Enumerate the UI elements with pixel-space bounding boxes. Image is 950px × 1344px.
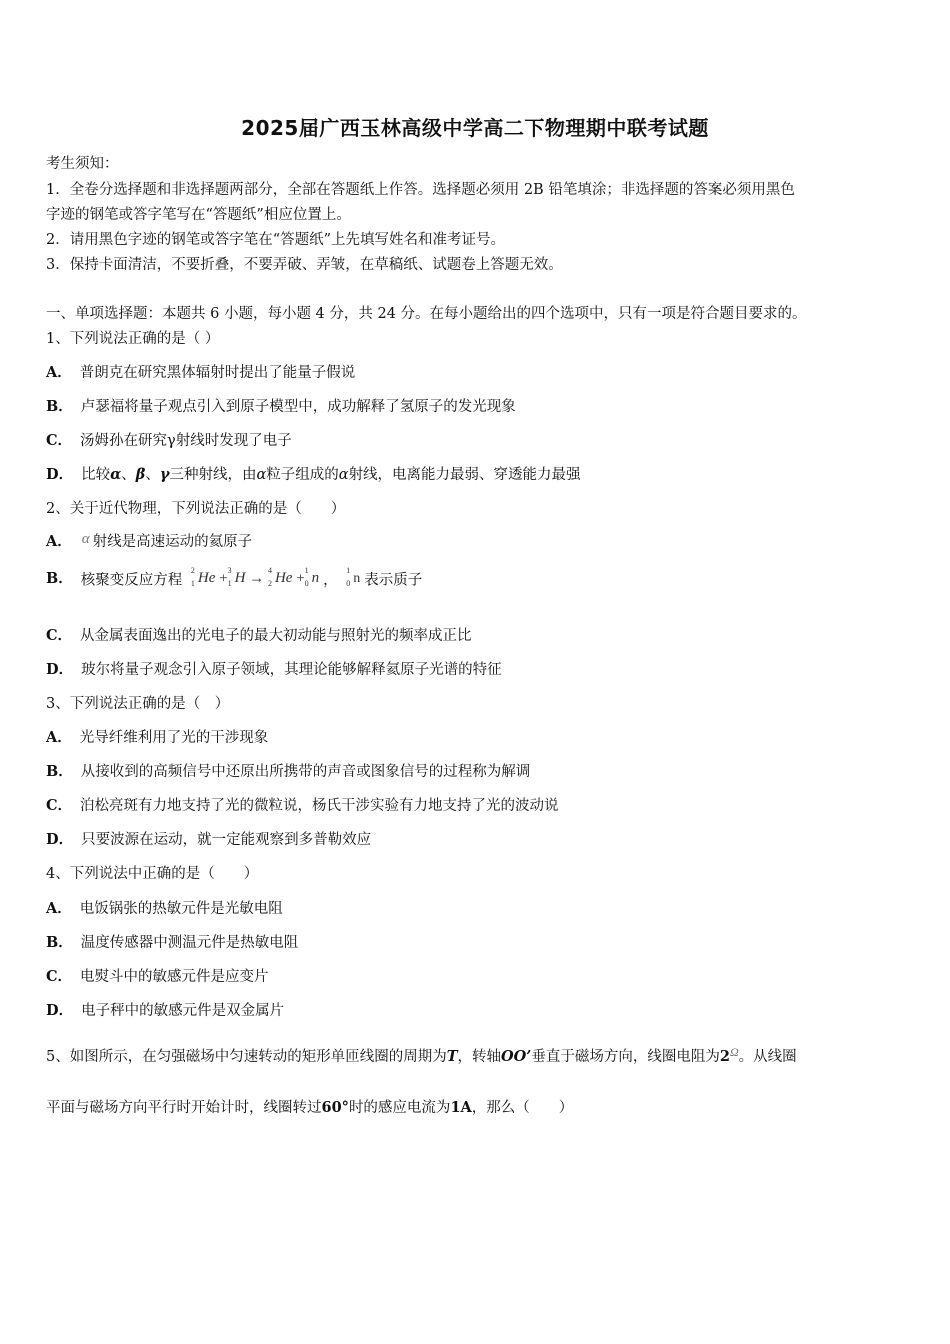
atomic-number: 2 [267, 579, 272, 588]
option-text: 只要波源在运动，就一定能观察到多普勒效应 [81, 832, 372, 848]
question-3-option-d [46, 828, 371, 849]
question-4-option-c [46, 965, 269, 986]
mass-number: 4 [267, 566, 272, 575]
beta-symbol: β [135, 466, 146, 483]
question-1-option-b [46, 395, 516, 416]
stem-text: 垂直于磁场方向，线圈电阻为 [531, 1049, 720, 1065]
atomic-number: 0 [304, 579, 309, 588]
angle-value: 60° [321, 1099, 349, 1116]
question-1-option-c [46, 429, 292, 450]
option-text: 泊松亮斑有力地支持了光的微粒说，杨氏干涉实验有力地支持了光的波动说 [80, 798, 559, 814]
element-symbol: H [234, 570, 246, 587]
mass-number: 1 [304, 566, 309, 575]
option-label: D． [46, 661, 74, 678]
stem-text: ，转轴 [457, 1049, 502, 1065]
alpha-symbol: α [110, 466, 122, 483]
alpha-symbol: α [81, 531, 90, 547]
nuclide-index [228, 568, 232, 590]
question-2-stem: 2、关于近代物理，下列说法正确的是（ ） [46, 501, 346, 517]
plus-sign: + [219, 570, 228, 587]
notice-line-3: 3．保持卡面清洁，不要折叠，不要弄破、弄皱，在草稿纸、试题卷上答题无效。 [46, 257, 563, 273]
nuclide-index [346, 568, 350, 590]
option-text: 汤姆孙在研究γ射线时发现了电子 [80, 433, 292, 449]
option-label: D． [46, 466, 74, 483]
neutron-symbol [346, 568, 360, 590]
question-4-stem: 4、下列说法中正确的是（ ） [46, 866, 259, 882]
element-symbol: n [353, 571, 361, 587]
atomic-number: 1 [227, 579, 232, 588]
option-text: 从接收到的高频信号中还原出所携带的声音或图象信号的过程称为解调 [80, 764, 531, 780]
separator: 、 [121, 467, 136, 483]
question-1-option-a [46, 361, 355, 382]
nuclide-index [305, 568, 309, 590]
option-text: 玻尔将量子观念引入原子领域，其理论能够解释氦原子光谱的特征 [81, 662, 502, 678]
stem-text: 平面与磁场方向平行时开始计时，线圈转过 [46, 1100, 322, 1116]
option-label: B． [46, 763, 73, 780]
option-label: A． [46, 729, 72, 746]
stem-text: ，那么（ ） [471, 1100, 574, 1116]
option-text: 电子秤中的敏感元件是双金属片 [81, 1003, 285, 1019]
period-symbol: T [446, 1048, 458, 1065]
axis-symbol: OO’ [501, 1048, 532, 1065]
question-4-option-a [46, 897, 283, 918]
stem-text: 5、如图所示，在匀强磁场中匀速转动的矩形单匝线圈的周期为 [46, 1049, 447, 1065]
option-text: 核聚变反应方程 [80, 572, 183, 589]
page-title: 2025届广西玉林高级中学高二下物理期中联考试题 [241, 116, 709, 140]
option-text: 电熨斗中的敏感元件是应变片 [80, 969, 269, 985]
nuclide-index [268, 568, 272, 590]
option-text: 温度传感器中测温元件是热敏电阻 [80, 935, 299, 951]
option-label: B． [46, 570, 73, 587]
question-3-option-a [46, 726, 268, 747]
notice-line-1a: 1．全卷分选择题和非选择题两部分，全部在答题纸上作答。选择题必须用 2B 铅笔填涂；非选择题的答案必须用黑色 [46, 182, 795, 198]
mass-number: 1 [346, 566, 351, 575]
question-5-stem-line-2 [46, 1096, 573, 1117]
alpha-symbol: α [338, 467, 349, 483]
option-label: B． [46, 934, 73, 951]
stem-text: 。从线圈 [738, 1049, 797, 1065]
question-4-option-d [46, 999, 284, 1020]
question-1-stem: 1、下列说法正确的是（ ） [46, 331, 220, 347]
question-1-option-d [46, 463, 581, 484]
option-text: 三种射线，由 [169, 467, 257, 483]
arrow-icon: → [249, 570, 265, 587]
question-3-option-b [46, 760, 530, 781]
question-3-stem: 3、下列说法正确的是（ ） [46, 696, 230, 712]
resistance-value: 2 [719, 1048, 730, 1065]
fusion-equation [191, 568, 319, 590]
element-symbol: n [311, 570, 320, 587]
nuclide-index [191, 568, 195, 590]
option-label: A． [46, 364, 72, 381]
question-2-option-a [46, 530, 252, 551]
option-label: A． [46, 533, 72, 550]
option-label: C． [46, 797, 73, 814]
separator: ， [323, 572, 338, 589]
atomic-number: 1 [190, 579, 195, 588]
question-2-option-d [46, 658, 502, 679]
option-text: 粒子组成的 [266, 467, 339, 483]
notice-line-1b: 字迹的钢笔或答字笔写在“答题纸”相应位置上。 [46, 207, 351, 223]
option-text: 射线，电离能力最弱、穿透能力最强 [348, 467, 581, 483]
option-label: C． [46, 968, 73, 985]
atomic-number: 0 [346, 579, 351, 588]
question-5-stem-line-1 [46, 1045, 797, 1066]
option-text: 光导纤维利用了光的干涉现象 [79, 730, 269, 746]
element-symbol: He [197, 570, 216, 587]
option-text: 比较 [81, 467, 111, 483]
alpha-symbol: α [256, 467, 267, 483]
stem-text: 时的感应电流为 [348, 1100, 451, 1116]
option-text: 卢瑟福将量子观点引入到原子模型中，成功解释了氢原子的发光现象 [80, 399, 516, 415]
section-heading: 一、单项选择题：本题共 6 小题，每小题 4 分，共 24 分。在每小题给出的四个选项中，只有一项是符合题目要求的。 [46, 306, 807, 322]
notice-heading: 考生须知： [46, 156, 119, 172]
option-label: D． [46, 831, 74, 848]
option-text: 表示质子 [364, 572, 423, 589]
separator: 、 [145, 467, 160, 483]
option-label: D． [46, 1002, 74, 1019]
option-text: 普朗克在研究黑体辐射时提出了能量子假说 [79, 365, 356, 381]
question-2-option-b [46, 567, 422, 590]
mass-number: 2 [190, 566, 195, 575]
current-value: 1A [450, 1099, 472, 1116]
option-label: B． [46, 398, 73, 415]
plus-sign: + [296, 570, 305, 587]
question-4-option-b [46, 931, 298, 952]
option-label: C． [46, 432, 73, 449]
option-label: A． [46, 900, 72, 917]
question-3-option-c [46, 794, 559, 815]
element-symbol: He [274, 570, 293, 587]
ohm-symbol: Ω [729, 1045, 739, 1059]
option-text: 电饭锅张的热敏元件是光敏电阻 [79, 901, 283, 917]
mass-number: 3 [227, 566, 232, 575]
option-text: 从金属表面逸出的光电子的最大初动能与照射光的频率成正比 [80, 628, 472, 644]
notice-line-2: 2．请用黑色字迹的钢笔或答字笔在“答题纸”上先填写姓名和准考证号。 [46, 232, 506, 248]
gamma-symbol: γ [159, 466, 170, 483]
question-2-option-c [46, 624, 472, 645]
option-text: 射线是高速运动的氦原子 [92, 534, 253, 550]
option-label: C． [46, 627, 73, 644]
